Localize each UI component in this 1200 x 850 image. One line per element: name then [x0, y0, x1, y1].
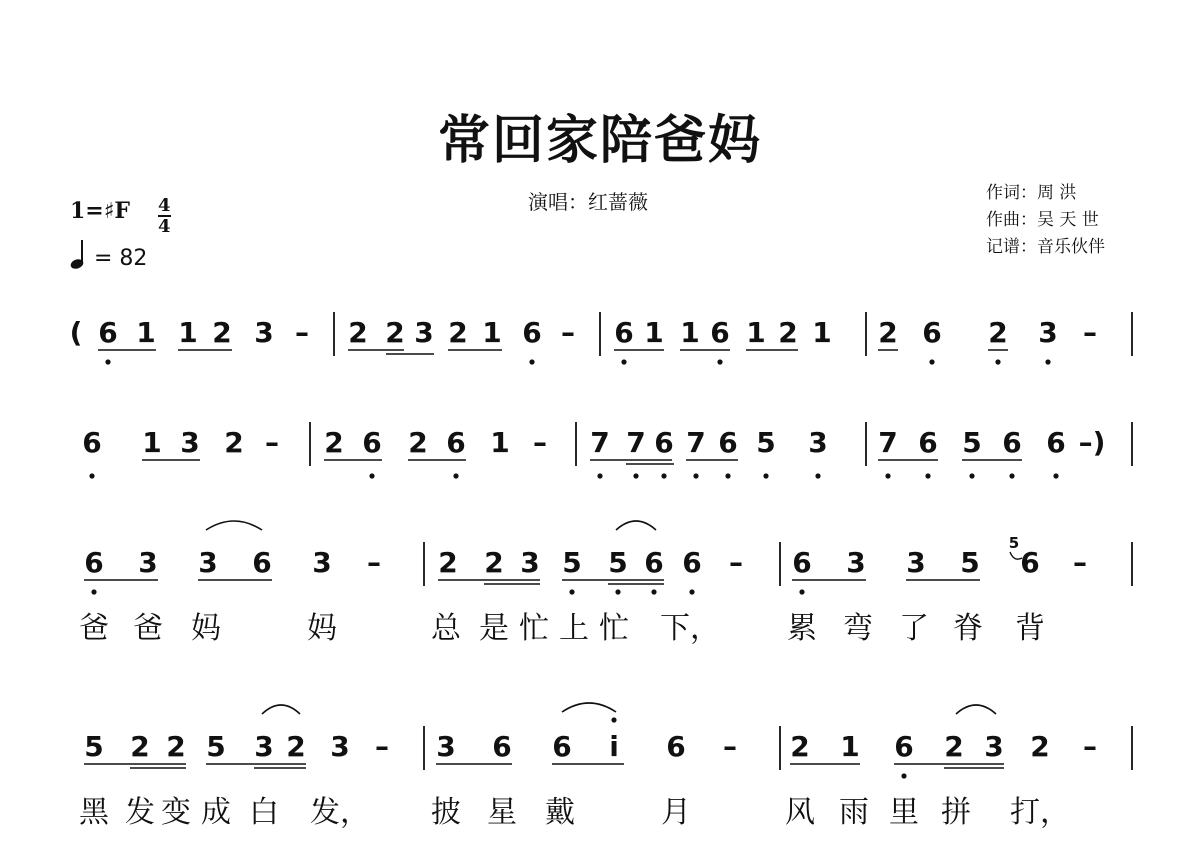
- lyric-char: 黑: [79, 795, 109, 830]
- note-digit: 5: [84, 730, 104, 763]
- dash-hold: –: [561, 316, 575, 349]
- key-signature: 1=♯F: [70, 198, 131, 224]
- low-octave-dot: [693, 473, 698, 478]
- note-digit: 3: [180, 426, 200, 459]
- note-digit: 6: [894, 730, 914, 763]
- lyric-char: 爸: [79, 611, 109, 646]
- dash-hold: –: [1073, 546, 1087, 579]
- note-digit: 5: [206, 730, 226, 763]
- low-octave-dot: [569, 589, 574, 594]
- note-digit: 1: [482, 316, 502, 349]
- low-octave-dot: [661, 473, 666, 478]
- low-octave-dot: [995, 359, 1000, 364]
- note-digit: 2: [408, 426, 428, 459]
- low-octave-dot: [929, 359, 934, 364]
- dash-hold: –: [1083, 316, 1097, 349]
- note-digit: 1: [136, 316, 156, 349]
- note-digit: 2: [988, 316, 1008, 349]
- lyric-char: 爸: [133, 611, 163, 646]
- lyric-char: 妈: [191, 611, 221, 646]
- low-octave-dot: [453, 473, 458, 478]
- note-digit: 6: [922, 316, 942, 349]
- dash-hold: –): [1078, 426, 1106, 459]
- note-digit: 6: [98, 316, 118, 349]
- dash-hold: –: [375, 730, 389, 763]
- note-digit: 3: [436, 730, 456, 763]
- note-digit: 6: [362, 426, 382, 459]
- dash-hold: –: [265, 426, 279, 459]
- dash-hold: –: [723, 730, 737, 763]
- note-digit: 3: [254, 316, 274, 349]
- grace-note: 5: [1008, 534, 1020, 552]
- note-digit: 6: [644, 546, 664, 579]
- time-signature-top: 4: [158, 195, 171, 216]
- lyric-char: 风: [785, 795, 815, 830]
- lyric-char: 打，: [1010, 795, 1070, 830]
- slur: [262, 705, 300, 714]
- note-digit: 2: [324, 426, 344, 459]
- note-digit: 6: [1020, 546, 1040, 579]
- low-octave-dot: [1053, 473, 1058, 478]
- note-digit: 2: [1030, 730, 1050, 763]
- note-digit: 2: [438, 546, 458, 579]
- note-digit: 7: [686, 426, 706, 459]
- lyric-char: 白: [249, 795, 279, 830]
- note-digit: 2: [224, 426, 244, 459]
- note-digit: 3: [198, 546, 218, 579]
- repeat-bracket: (: [69, 316, 83, 349]
- slur: [956, 705, 996, 714]
- note-digit: 6: [446, 426, 466, 459]
- note-digit: 3: [520, 546, 540, 579]
- note-digit: 2: [944, 730, 964, 763]
- note-digit: 1: [680, 316, 700, 349]
- lyric-char: 拼: [941, 795, 971, 830]
- low-octave-dot: [763, 473, 768, 478]
- note-digit: 5: [962, 426, 982, 459]
- lyric-char: 是: [479, 611, 509, 646]
- low-octave-dot: [369, 473, 374, 478]
- lyricist-credit: 作词：周 洪: [986, 183, 1077, 203]
- note-digit: 3: [846, 546, 866, 579]
- note-digit: 3: [906, 546, 926, 579]
- note-digit: 7: [878, 426, 898, 459]
- low-octave-dot: [633, 473, 638, 478]
- note-digit: 6: [710, 316, 730, 349]
- low-octave-dot: [717, 359, 722, 364]
- slur: [616, 521, 656, 530]
- lyric-char: 里: [889, 795, 919, 830]
- note-digit: 5: [562, 546, 582, 579]
- low-octave-dot: [105, 359, 110, 364]
- note-digit: 3: [1038, 316, 1058, 349]
- note-digit: 3: [254, 730, 274, 763]
- lyric-char: 妈: [307, 611, 337, 646]
- lyric-char: 月: [661, 795, 691, 830]
- note-digit: 7: [590, 426, 610, 459]
- lyric-char: 脊: [953, 611, 983, 646]
- lyric-char: 变: [161, 795, 191, 830]
- transcriber-credit: 记谱：音乐伙伴: [986, 237, 1105, 257]
- low-octave-dot: [615, 589, 620, 594]
- note-digit: 2: [385, 316, 405, 349]
- lyric-char: 了: [899, 611, 929, 646]
- time-signature-bottom: 4: [158, 216, 171, 237]
- lyric-char: 成: [201, 795, 231, 830]
- dash-hold: –: [295, 316, 309, 349]
- note-digit: 3: [808, 426, 828, 459]
- lyric-char: 发，: [310, 795, 370, 830]
- note-digit: 3: [330, 730, 350, 763]
- note-digit: 6: [82, 426, 102, 459]
- slur: [562, 703, 616, 712]
- low-octave-dot: [621, 359, 626, 364]
- note-digit: 6: [1002, 426, 1022, 459]
- singer-credit: 演唱：红蔷薇: [528, 190, 648, 214]
- note-digit: 1: [840, 730, 860, 763]
- note-digit: 1: [644, 316, 664, 349]
- note-digit: 5: [756, 426, 776, 459]
- note-digit: 2: [348, 316, 368, 349]
- note-digit: 3: [312, 546, 332, 579]
- low-octave-dot: [651, 589, 656, 594]
- lyric-char: 下，: [660, 611, 720, 646]
- low-octave-dot: [1045, 359, 1050, 364]
- note-digit: 2: [166, 730, 186, 763]
- note-digit: 1: [142, 426, 162, 459]
- note-digit: 3: [138, 546, 158, 579]
- low-octave-dot: [799, 589, 804, 594]
- lyric-char: 忙: [519, 611, 549, 646]
- lyric-char: 雨: [839, 795, 869, 830]
- lyric-char: 弯: [843, 611, 873, 646]
- low-octave-dot: [1009, 473, 1014, 478]
- lyric-char: 戴: [545, 795, 575, 830]
- low-octave-dot: [597, 473, 602, 478]
- slur: [206, 521, 262, 530]
- note-digit: 6: [492, 730, 512, 763]
- note-digit: 2: [286, 730, 306, 763]
- note-digit: 2: [448, 316, 468, 349]
- note-digit: 7: [626, 426, 646, 459]
- low-octave-dot: [689, 589, 694, 594]
- lyric-char: 披: [431, 795, 461, 830]
- note-digit: 6: [1046, 426, 1066, 459]
- note-digit: 1: [812, 316, 832, 349]
- low-octave-dot: [901, 773, 906, 778]
- note-digit: 3: [414, 316, 434, 349]
- note-digit: 5: [608, 546, 628, 579]
- note-digit: 1: [490, 426, 510, 459]
- note-digit: 6: [522, 316, 542, 349]
- note-digit: 6: [552, 730, 572, 763]
- song-title: 常回家陪爸妈: [437, 110, 762, 171]
- note-digit: 1: [178, 316, 198, 349]
- note-digit: 2: [212, 316, 232, 349]
- lyric-char: 总: [431, 611, 461, 646]
- high-octave-dot: [611, 717, 616, 722]
- note-digit: 6: [682, 546, 702, 579]
- low-octave-dot: [89, 473, 94, 478]
- dash-hold: –: [367, 546, 381, 579]
- note-digit: 6: [666, 730, 686, 763]
- note-digit: 2: [790, 730, 810, 763]
- note-digit: 1: [746, 316, 766, 349]
- note-digit: 6: [718, 426, 738, 459]
- low-octave-dot: [529, 359, 534, 364]
- note-digit: 6: [252, 546, 272, 579]
- note-digit: 6: [84, 546, 104, 579]
- low-octave-dot: [91, 589, 96, 594]
- note-digit: 6: [792, 546, 812, 579]
- lyric-char: 忙: [599, 611, 629, 646]
- dash-hold: –: [1083, 730, 1097, 763]
- lyric-char: 上: [559, 611, 589, 646]
- note-digit: 2: [878, 316, 898, 349]
- dash-hold: –: [729, 546, 743, 579]
- note-digit: 6: [918, 426, 938, 459]
- note-digit: 5: [960, 546, 980, 579]
- low-octave-dot: [969, 473, 974, 478]
- tempo-value: = 82: [94, 246, 148, 271]
- note-digit: 2: [484, 546, 504, 579]
- low-octave-dot: [885, 473, 890, 478]
- lyric-char: 累: [787, 611, 817, 646]
- low-octave-dot: [725, 473, 730, 478]
- low-octave-dot: [815, 473, 820, 478]
- note-digit: 2: [778, 316, 798, 349]
- note-digit: 6: [654, 426, 674, 459]
- low-octave-dot: [925, 473, 930, 478]
- composer-credit: 作曲：吴 天 世: [986, 210, 1099, 230]
- lyric-char: 发: [125, 795, 155, 830]
- lyric-char: 星: [487, 795, 517, 830]
- dash-hold: –: [533, 426, 547, 459]
- note-digit: 6: [614, 316, 634, 349]
- note-digit: 2: [130, 730, 150, 763]
- lyric-char: 背: [1015, 611, 1045, 646]
- note-digit: i: [609, 730, 619, 763]
- note-digit: 3: [984, 730, 1004, 763]
